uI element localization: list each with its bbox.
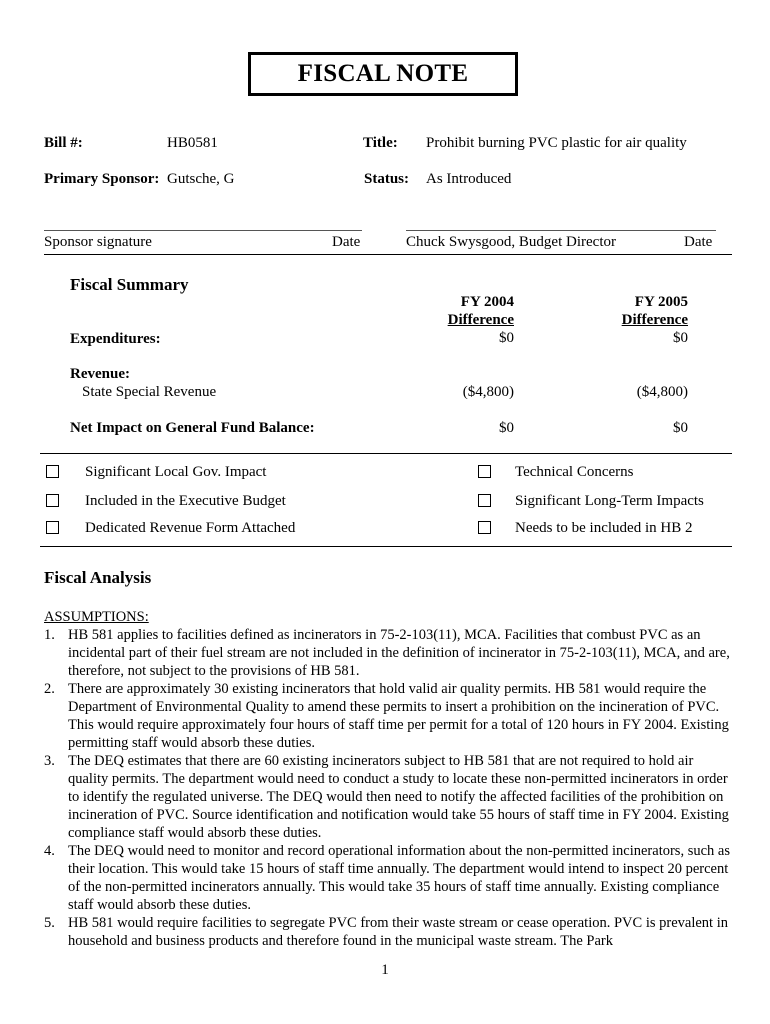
state-special-revenue-label: State Special Revenue: [82, 384, 217, 400]
assumption-text: HB 581 applies to facilities defined as incinerators in 75-2-103(11), MCA. Facilities that combust PVC as an incidental part of their fuel stream are not included in the definition of incinerator in 75-2-103(11), MCA, and are, therefore, not subject to the provisions of HB 581.: [68, 627, 730, 679]
significant-long-term-impacts-checkbox[interactable]: [478, 494, 491, 507]
status-value: As Introduced: [426, 171, 512, 187]
assumption-number: 3.: [44, 753, 55, 769]
expenditures-label: Expenditures:: [70, 331, 161, 347]
assumption-item: [44, 626, 734, 680]
net-impact-fy2004: $0: [499, 420, 514, 436]
included-executive-budget-label: Included in the Executive Budget: [85, 493, 286, 509]
assumption-number: 5.: [44, 915, 55, 931]
assumption-number: 4.: [44, 843, 55, 859]
sponsor-signature-label: Sponsor signature: [44, 234, 152, 250]
technical-concerns-label: Technical Concerns: [515, 464, 634, 480]
sponsor-label: Primary Sponsor:: [44, 171, 160, 187]
technical-concerns-checkbox[interactable]: [478, 465, 491, 478]
ssr-fy2005: ($4,800): [636, 384, 688, 400]
net-impact-label: Net Impact on General Fund Balance:: [70, 420, 315, 436]
needs-hb2-label: Needs to be included in HB 2: [515, 520, 693, 536]
summary-divider: [40, 453, 732, 454]
dedicated-revenue-form-checkbox[interactable]: [46, 521, 59, 534]
date-right-label: Date: [684, 234, 713, 250]
assumption-number: 2.: [44, 681, 55, 697]
status-label: Status:: [364, 171, 410, 187]
sponsor-value: Gutsche, G: [167, 171, 235, 187]
significant-local-gov-impact-checkbox[interactable]: [46, 465, 59, 478]
page-number: 1: [381, 962, 389, 978]
bill-label: Bill #:: [44, 135, 83, 151]
date-left-label: Date: [332, 234, 361, 250]
assumption-item: [44, 752, 734, 842]
assumptions-heading: ASSUMPTIONS:: [44, 609, 149, 625]
assumption-item: [44, 680, 734, 752]
title-label: Title:: [363, 135, 398, 151]
ssr-fy2004: ($4,800): [462, 384, 514, 400]
assumption-number: 1.: [44, 627, 55, 643]
document-title: FISCAL NOTE: [248, 52, 518, 96]
net-impact-fy2005: $0: [673, 420, 688, 436]
expenditures-fy2005: $0: [673, 330, 688, 346]
revenue-label: Revenue:: [70, 366, 130, 382]
assumption-item: [44, 914, 734, 950]
title-value: Prohibit burning PVC plastic for air quality: [426, 135, 687, 151]
fy2005-heading: FY 2005: [634, 294, 688, 310]
assumptions-section: [44, 608, 734, 950]
director-label: Chuck Swysgood, Budget Director: [406, 234, 616, 250]
fy2004-difference-heading: Difference: [447, 312, 514, 328]
sponsor-signature-line: [44, 230, 362, 231]
assumption-text: There are approximately 30 existing incinerators that hold valid air quality permits. HB 581 would require the Department of Environmental Quality to amend these permits to insert a prohibition on the incineration of PVC. This would require approximately four hours of staff time per permit for a total of 120 hours in FY 2004. Existing permitting staff would absorb these duties.: [68, 681, 729, 751]
fiscal-summary-title: Fiscal Summary: [70, 275, 189, 294]
dedicated-revenue-form-label: Dedicated Revenue Form Attached: [85, 520, 296, 536]
expenditures-fy2004: $0: [499, 330, 514, 346]
director-signature-line: [406, 230, 716, 231]
assumption-item: [44, 842, 734, 914]
fy2005-difference-heading: Difference: [621, 312, 688, 328]
needs-hb2-checkbox[interactable]: [478, 521, 491, 534]
significant-long-term-impacts-label: Significant Long-Term Impacts: [515, 493, 704, 509]
bill-value: HB0581: [167, 135, 218, 151]
assumption-text: The DEQ would need to monitor and record operational information about the non-permitted incinerators, such as their location. This would take 15 hours of staff time annually. The department would intend to inspect 20 percent of the non-permitted incinerators annually. This would take 35 hours of staff time annually. Existing compliance staff would absorb these duties.: [68, 843, 730, 913]
checkbox-divider: [40, 546, 732, 547]
significant-local-gov-impact-label: Significant Local Gov. Impact: [85, 464, 267, 480]
fiscal-analysis-title: Fiscal Analysis: [44, 568, 152, 587]
included-executive-budget-checkbox[interactable]: [46, 494, 59, 507]
assumption-text: The DEQ estimates that there are 60 existing incinerators subject to HB 581 that are not required to hold air quality permits. The department would need to conduct a study to locate these non-permitted incinerators in order to identify the regulated universe. The DEQ would then need to notify the affected facilities of the prohibition on incineration of PVC. Source identification and notification would take 55 hours of staff time in FY 2004. Existing compliance staff would absorb these duties.: [68, 753, 729, 841]
fy2004-heading: FY 2004: [460, 294, 514, 310]
assumption-text: HB 581 would require facilities to segregate PVC from their waste stream or cease operation. PVC is prevalent in household and business products and therefore found in the municipal waste stream. The Park: [68, 915, 728, 949]
header-divider: [44, 254, 732, 255]
